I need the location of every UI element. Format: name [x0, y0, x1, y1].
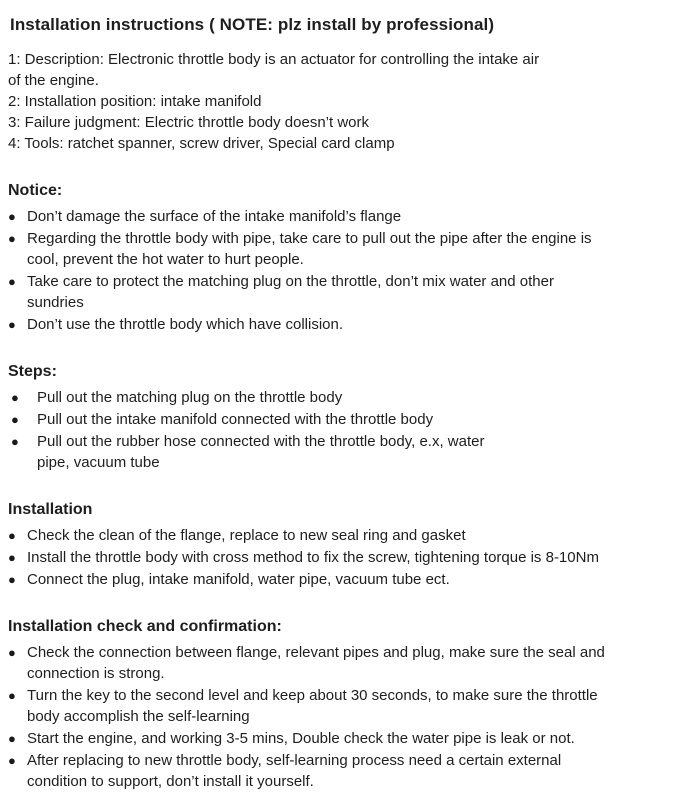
page-title: Installation instructions ( NOTE: plz install by professional): [10, 15, 495, 34]
bullet-text: Check the connection between flange, relevant pipes and plug, make sure the seal and: [27, 644, 605, 661]
bullet-icon: ●: [8, 645, 16, 660]
bullet-text: After replacing to new throttle body, self-learning process need a certain external: [27, 752, 562, 769]
bullet-item: [8, 525, 667, 546]
bullet-text: Connect the plug, intake manifold, water pipe, vacuum tube ect.: [27, 571, 450, 588]
intro-line: 2: Installation position: intake manifold: [8, 93, 262, 110]
bullet-icon: ●: [11, 390, 19, 405]
bullet-item: [8, 314, 667, 335]
bullet-text: pipe, vacuum tube: [37, 454, 160, 471]
bullet-text: Pull out the intake manifold connected with the throttle body: [37, 411, 434, 428]
intro-numbered-list: [8, 49, 667, 154]
bullet-text: Don’t damage the surface of the intake manifold’s flange: [27, 208, 402, 225]
bullet-text: condition to support, don’t install it yourself.: [27, 773, 314, 790]
bullet-icon: ●: [8, 231, 16, 246]
bullet-icon: ●: [8, 274, 16, 289]
intro-line: 3: Failure judgment: Electric throttle body doesn’t work: [8, 114, 370, 131]
intro-line: 4: Tools: ratchet spanner, screw driver, Special card clamp: [8, 135, 395, 152]
bullet-text: Install the throttle body with cross method to fix the screw, tightening torque is 8-10Nm: [27, 549, 599, 566]
bullet-icon: ●: [11, 412, 19, 427]
bullet-text: Regarding the throttle body with pipe, take care to pull out the pipe after the engine is: [27, 230, 592, 247]
bullet-item: [8, 206, 667, 227]
bullet-text: Turn the key to the second level and keep about 30 seconds, to make sure the throttle: [27, 687, 598, 704]
intro-line: 1: Description: Electronic throttle body is an actuator for controlling the intake air: [8, 51, 540, 68]
bullet-item: [8, 271, 667, 313]
bullet-icon: ●: [8, 209, 16, 224]
bullet-text: Pull out the matching plug on the throttle body: [37, 389, 343, 406]
bullet-icon: ●: [8, 731, 16, 746]
bullet-icon: ●: [8, 550, 16, 565]
bullet-item: [8, 642, 667, 684]
bullet-item: [8, 750, 667, 792]
section-heading-installation: Installation: [8, 501, 93, 518]
bullet-text: Don’t use the throttle body which have collision.: [27, 316, 344, 333]
bullet-icon: ●: [8, 688, 16, 703]
section-heading-steps: Steps:: [8, 363, 57, 380]
bullet-text: sundries: [27, 294, 84, 311]
section-heading-notice: Notice:: [8, 182, 63, 199]
bullet-item: [8, 228, 667, 270]
bullet-text: Check the clean of the flange, replace to new seal ring and gasket: [27, 527, 466, 544]
bullet-item: [8, 728, 667, 749]
bullet-icon: ●: [8, 572, 16, 587]
notice-bullet-list: [8, 206, 667, 335]
bullet-text: body accomplish the self-learning: [27, 708, 250, 725]
bullet-icon: ●: [8, 753, 16, 768]
bullet-item: [8, 409, 667, 430]
bullet-text: Pull out the rubber hose connected with the throttle body, e.x, water: [37, 433, 485, 450]
bullet-text: Take care to protect the matching plug on the throttle, don’t mix water and other: [27, 273, 554, 290]
bullet-text: cool, prevent the hot water to hurt people.: [27, 251, 304, 268]
installation-bullet-list: [8, 525, 667, 590]
bullet-item: [8, 685, 667, 727]
steps-bullet-list: [8, 387, 667, 473]
bullet-item: [8, 387, 667, 408]
section-heading-check-confirmation: Installation check and confirmation:: [8, 618, 282, 635]
bullet-item: [8, 569, 667, 590]
bullet-icon: ●: [8, 317, 16, 332]
check-confirmation-bullet-list: [8, 642, 667, 792]
bullet-item: [8, 431, 667, 473]
intro-line: of the engine.: [8, 72, 99, 89]
bullet-text: Start the engine, and working 3-5 mins, Double check the water pipe is leak or not.: [27, 730, 575, 747]
bullet-item: [8, 547, 667, 568]
bullet-icon: ●: [8, 528, 16, 543]
bullet-icon: ●: [11, 434, 19, 449]
bullet-text: connection is strong.: [27, 665, 165, 682]
